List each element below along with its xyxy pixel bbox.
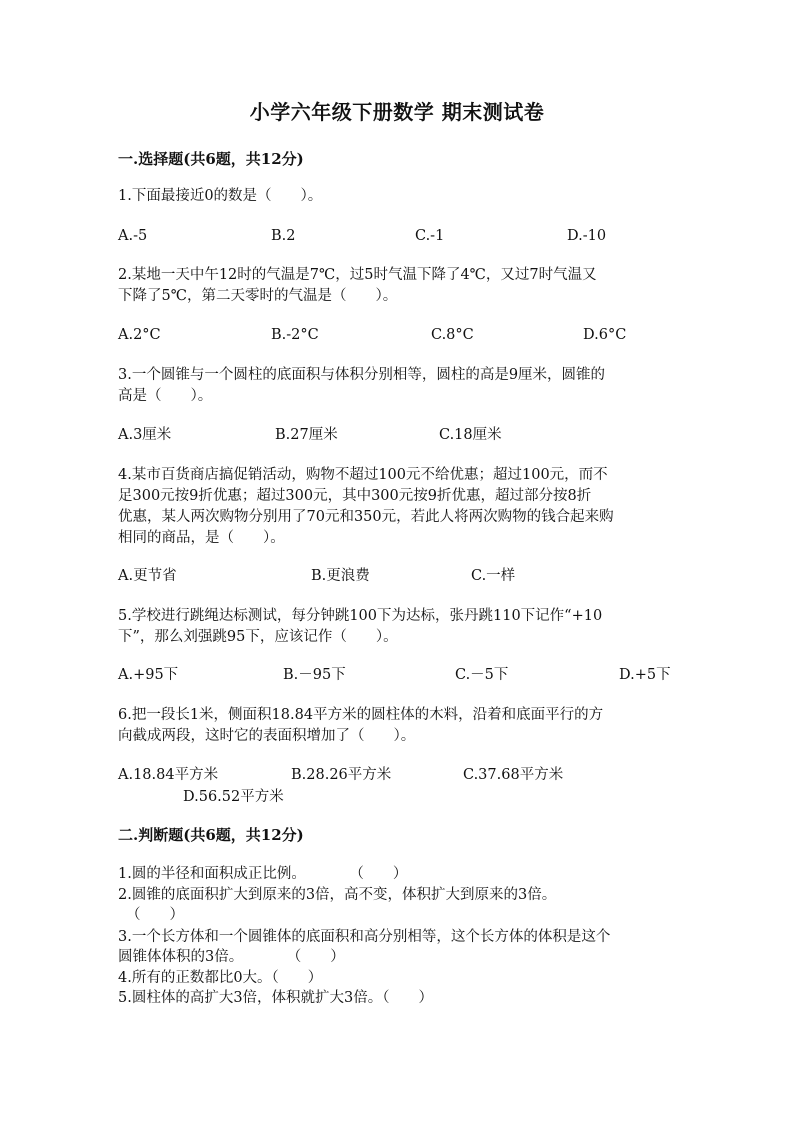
judgment-4-text: 4.所有的正数都比0大。（ ） — [118, 970, 323, 986]
q1-option-c: C.-1 — [415, 228, 445, 244]
judgment-3-text-line1: 3.一个长方体和一个圆锥体的底面积和高分别相等，这个长方体的体积是这个 — [118, 929, 611, 945]
judgment-1-text: 1.圆的半径和面积成正比例。 （ ） — [118, 866, 408, 882]
question-1-text: 1.下面最接近0的数是（ ）。 — [118, 188, 323, 204]
q4-option-a: A.更节省 — [118, 568, 177, 584]
question-5-text-line1: 5.学校进行跳绳达标测试，每分钟跳100下为达标，张丹跳110下记作“+10 — [118, 608, 603, 624]
question-5-text-line2: 下”，那么刘强跳95下，应该记作（ ）。 — [118, 629, 398, 645]
page-title: 小学六年级下册数学 期末测试卷 — [249, 100, 545, 124]
question-4-text-line4: 相同的商品，是（ ）。 — [118, 530, 285, 546]
q6-option-a: A.18.84平方米 — [118, 767, 219, 783]
q2-option-a: A.2°C — [118, 327, 161, 343]
judgment-5-text: 5.圆柱体的高扩大3倍，体积就扩大3倍。（ ） — [118, 990, 434, 1006]
q2-option-c: C.8°C — [431, 327, 474, 343]
section-heading-choice: 一.选择题(共6题，共12分) — [118, 150, 304, 168]
question-2-text-line2: 下降了5℃，第二天零时的气温是（ ）。 — [118, 288, 398, 304]
q6-option-d: D.56.52平方米 — [183, 789, 284, 805]
judgment-2-answer-blank: （ ） — [126, 907, 184, 923]
question-6-text-line1: 6.把一段长1米，侧面积18.84平方米的圆柱体的木料，沿着和底面平行的方 — [118, 707, 604, 723]
question-4-text-line3: 优惠，某人两次购物分别用了70元和350元，若此人将两次购物的钱合起来购 — [118, 509, 614, 525]
q2-option-d: D.6°C — [583, 327, 627, 343]
q5-option-b: B.－95下 — [283, 667, 346, 683]
q4-option-c: C.一样 — [471, 568, 516, 584]
q6-option-c: C.37.68平方米 — [463, 767, 564, 783]
question-3-text-line1: 3.一个圆锥与一个圆柱的底面积与体积分别相等，圆柱的高是9厘米，圆锥的 — [118, 367, 606, 383]
q5-option-c: C.－5下 — [455, 667, 509, 683]
q6-option-b: B.28.26平方米 — [291, 767, 392, 783]
section-heading-judgment: 二.判断题(共6题，共12分) — [118, 826, 304, 844]
question-2-text-line1: 2.某地一天中午12时的气温是7℃，过5时气温下降了4℃，又过7时气温又 — [118, 267, 597, 283]
q1-option-a: A.-5 — [118, 228, 148, 244]
q5-option-a: A.+95下 — [118, 667, 179, 683]
q3-option-a: A.3厘米 — [118, 427, 172, 443]
q5-option-d: D.+5下 — [619, 667, 671, 683]
judgment-3-text-line2: 圆锥体体积的3倍。 （ ） — [118, 949, 345, 965]
question-4-text-line2: 足300元按9折优惠；超过300元，其中300元按9折优惠，超过部分按8折 — [118, 488, 592, 504]
q2-option-b: B.-2°C — [271, 327, 319, 343]
q4-option-b: B.更浪费 — [311, 568, 370, 584]
question-3-text-line2: 高是（ ）。 — [118, 388, 213, 404]
judgment-2-text: 2.圆锥的底面积扩大到原来的3倍，高不变，体积扩大到原来的3倍。 — [118, 887, 557, 903]
question-6-text-line2: 向截成两段，这时它的表面积增加了（ ）。 — [118, 728, 416, 744]
q3-option-c: C.18厘米 — [439, 427, 502, 443]
q1-option-d: D.-10 — [567, 228, 607, 244]
q3-option-b: B.27厘米 — [275, 427, 338, 443]
question-4-text-line1: 4.某市百货商店搞促销活动，购物不超过100元不给优惠；超过100元，而不 — [118, 467, 608, 483]
q1-option-b: B.2 — [271, 228, 296, 244]
